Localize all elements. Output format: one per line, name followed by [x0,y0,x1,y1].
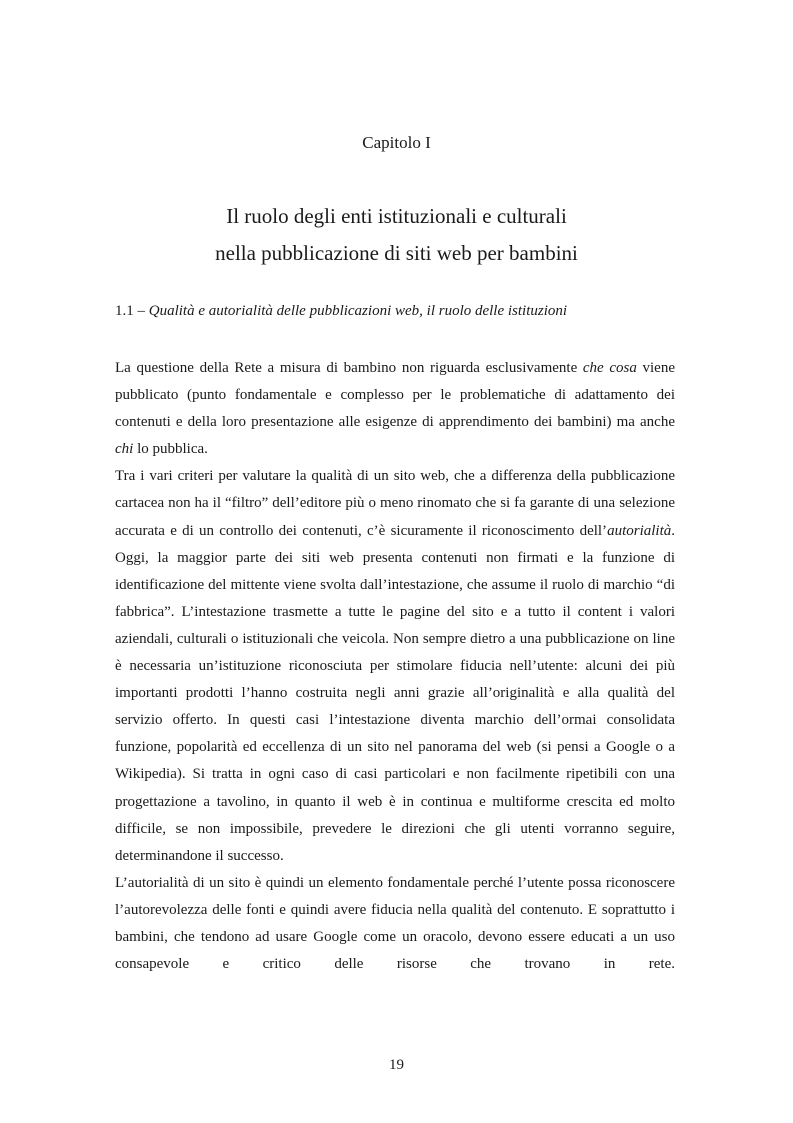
paragraph-1-text-a: La questione della Rete a misura di bambino non riguarda esclusivamente [115,360,583,376]
paragraph-3-text: L’autorialità di un sito è quindi un elemento fondamentale perché l’utente possa riconoscere l’autorevolezza delle fonti e quindi avere fiducia nella qualità del contenuto. E soprattutto i bambini, che tendono ad usare Google come un oracolo, devono essere educati a un uso consapevole e critico delle risorse che trovano in rete. [115,874,675,973]
chapter-label: Capitolo I [362,133,431,152]
chapter-title [0,198,793,272]
section-number: 1.1 – [115,303,149,319]
paragraph-1 [115,355,675,463]
paragraph-1-text-c: lo pubblica. [133,441,208,458]
paragraph-3 [115,870,675,978]
paragraph-2-text-a: Tra i vari criteri per valutare la qualità di un sito web, che a differenza della pubblicazione cartacea non ha il “filtro” dell’editore più o meno rinomato che si fa garante di una selezione accurata e di un controllo dei contenuti, c’è sicuramente il riconoscimento dell’ [115,468,675,539]
chapter-title-line-1: Il ruolo degli enti istituzionali e culturali [226,204,567,228]
page-number: 19 [389,1057,404,1073]
paragraph-2-emphasis: autorialità [607,522,672,539]
paragraph-2-text-b: . Oggi, la maggior parte dei siti web presenta contenuti non firmati e la funzione di identificazione del mittente viene svolta dall’intestazione, che assume il ruolo di marchio “di fabbrica”. L’intestazione trasmette a tutte le pagine del sito e a tutto il content i valori aziendali, culturali o istituzionali che veicola. Non sempre dietro a una pubblicazione on line è necessaria un’istituzione riconosciuta per stimolare fiducia nell’utente: alcuni dei più importanti prodotti l’hanno costruita negli anni grazie all’originalità e alla qualità del servizio offerto. In questi casi l’intestazione diventa marchio dell’ormai consolidata funzione, popolarità ed eccellenza di un sito nel panorama del web (si pensi a Google o a Wikipedia). Si tratta in ogni caso di casi particolari e non facilmente ripetibili con una progettazione a tavolino, in quanto il web è in continua e multiforme crescita ed molto difficile, se non impossibile, prevedere le direzioni che gli utenti vorranno seguire, determinandone il successo. [115,522,675,864]
body-text [115,355,675,978]
chapter-title-line-2: nella pubblicazione di siti web per bambini [215,241,578,265]
paragraph-1-emphasis-a: che cosa [582,360,637,376]
paragraph-1-emphasis-b: chi [115,441,134,458]
section-title: Qualità e autorialità delle pubblicazioni web, il ruolo delle istituzioni [148,303,568,319]
section-heading [115,303,685,320]
paragraph-1-text-b: viene pubblicato (punto fondamentale e complesso per le problematiche di adattamento dei contenuti e della loro presentazione alle esigenze di apprendimento dei bambini) ma anche [115,360,675,431]
paragraph-2 [115,463,675,869]
